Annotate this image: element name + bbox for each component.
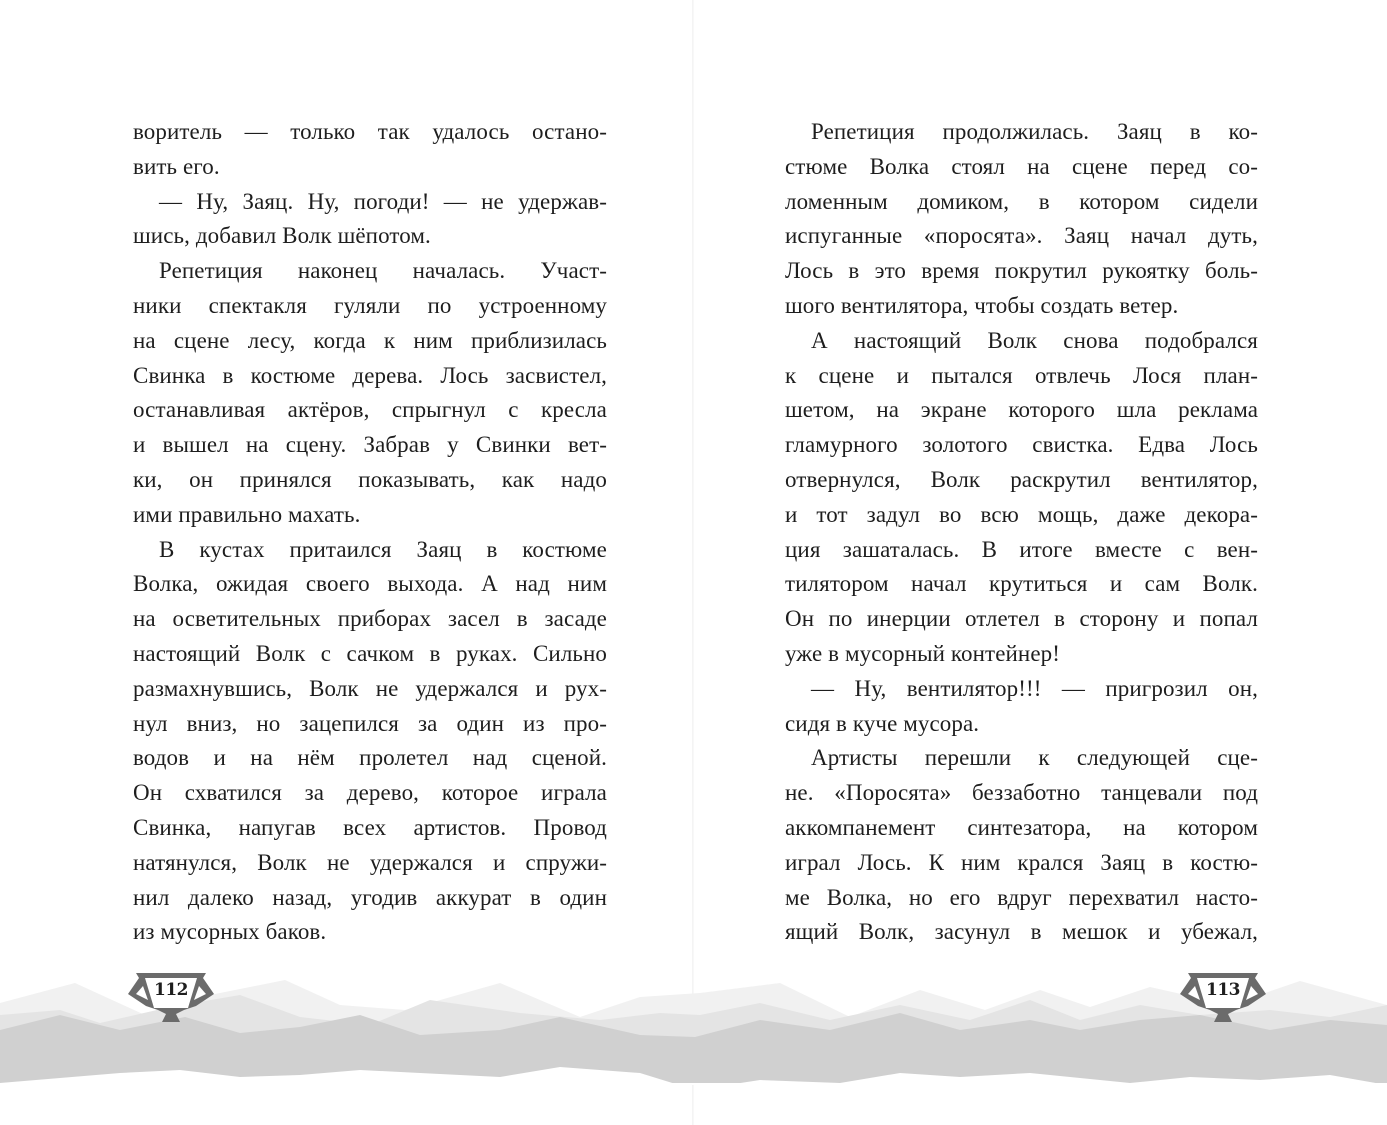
- text-line: гламурного золотого свистка. Едва Лось: [785, 432, 1258, 458]
- text-line: Репетиция наконец началась. Участ-: [159, 258, 607, 284]
- text-line: из мусорных баков.: [133, 919, 327, 945]
- text-line: Свинка, напугав всех артистов. Провод: [133, 814, 607, 840]
- text-line: отвернулся, Волк раскрутил вентилятор,: [785, 466, 1258, 492]
- text-line: и вышел на сцену. Забрав у Свинки вет-: [133, 432, 607, 458]
- text-line: сидя в куче мусора.: [785, 710, 980, 736]
- text-line: останавливая актёров, спрыгнул с кресла: [133, 397, 607, 423]
- text-line: ящий Волк, засунул в мешок и убежал,: [785, 919, 1258, 945]
- text-line: тилятором начал крутиться и сам Волк.: [785, 571, 1258, 597]
- text-line: ломенным домиком, в котором сидели: [785, 188, 1258, 214]
- text-line: вить его.: [133, 153, 220, 179]
- text-line: воритель — только так удалось остано-: [133, 119, 607, 144]
- text-line: на сцене лесу, когда к ним приблизилась: [133, 327, 607, 353]
- page-number-badge-right: [1178, 972, 1268, 1022]
- text-line: Он схватился за дерево, которое играла: [133, 780, 607, 806]
- text-line: ция зашаталась. В итоге вместе с вен-: [785, 536, 1258, 562]
- page-number: 113: [1206, 980, 1240, 1000]
- text-line: уже в мусорный контейнер!: [785, 640, 1060, 666]
- text-line: В кустах притаился Заяц в костюме: [159, 536, 607, 562]
- text-line: играл Лось. К ним крался Заяц в костю-: [785, 849, 1258, 875]
- text-line: испуганные «поросята». Заяц начал дуть,: [785, 223, 1258, 249]
- text-line: аккомпанемент синтезатора, на котором: [785, 814, 1258, 840]
- text-line: нил далеко назад, угодив аккурат в один: [133, 884, 607, 910]
- left-page-text: [133, 115, 607, 950]
- left-page: [0, 0, 693, 1125]
- page-number: 112: [154, 980, 188, 1000]
- text-line: на осветительных приборах засел в засаде: [133, 606, 607, 632]
- text-line: Он по инерции отлетел в сторону и попал: [785, 606, 1258, 632]
- page-number-badge-left: [126, 972, 216, 1022]
- text-line: натянулся, Волк не удержался и спружи-: [133, 849, 607, 875]
- text-line: к сцене и пытался отвлечь Лося план-: [785, 362, 1258, 388]
- text-line: настоящий Волк с сачком в руках. Сильно: [133, 640, 607, 666]
- text-line: стюме Волка стоял на сцене перед со-: [785, 153, 1258, 179]
- text-line: Артисты перешли к следующей сце-: [811, 745, 1258, 771]
- text-line: и тот задул во всю мощь, даже декора-: [785, 501, 1258, 527]
- text-line: шетом, на экране которого шла реклама: [785, 397, 1258, 423]
- text-line: водов и на нём пролетел над сценой.: [133, 745, 607, 771]
- text-line: нул вниз, но зацепился за один из про-: [133, 710, 607, 736]
- text-line: А настоящий Волк снова подобрался: [811, 327, 1258, 353]
- text-line: шого вентилятора, чтобы создать ветер.: [785, 292, 1179, 318]
- text-line: — Ну, Заяц. Ну, погоди! — не удержав-: [159, 188, 607, 214]
- text-line: Репетиция продолжилась. Заяц в ко-: [811, 119, 1258, 144]
- text-line: ки, он принялся показывать, как надо: [133, 466, 607, 492]
- text-line: размахнувшись, Волк не удержался и рух-: [133, 675, 607, 701]
- text-line: ими правильно махать.: [133, 501, 361, 527]
- text-line: — Ну, вентилятор!!! — пригрозил он,: [811, 675, 1258, 701]
- text-line: ме Волка, но его вдруг перехватил насто-: [785, 884, 1258, 910]
- right-page-text: [785, 115, 1258, 950]
- text-line: ники спектакля гуляли по устроенному: [133, 292, 607, 318]
- right-page: [693, 0, 1387, 1125]
- text-line: шись, добавил Волк шёпотом.: [133, 223, 431, 249]
- text-line: не. «Поросята» беззаботно танцевали под: [785, 780, 1258, 806]
- text-line: Волка, ожидая своего выхода. А над ним: [133, 571, 607, 597]
- text-line: Свинка в костюме дерева. Лось засвистел,: [133, 362, 607, 388]
- text-line: Лось в это время покрутил рукоятку боль-: [785, 258, 1258, 284]
